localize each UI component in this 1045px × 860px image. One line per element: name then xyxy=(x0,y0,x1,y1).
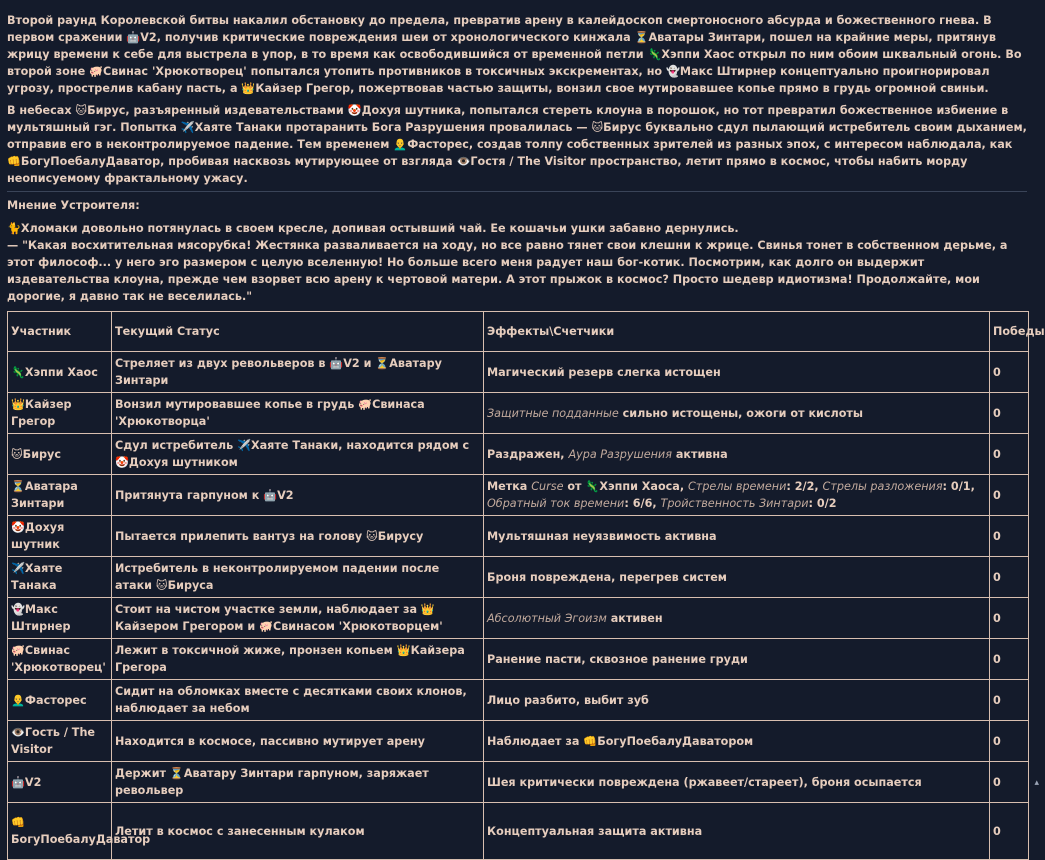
table-row xyxy=(8,516,1029,557)
wins-cell: 0 xyxy=(990,516,1029,557)
status-cell: Стреляет из двух револьверов в 🤖V2 и ⏳Аватару Зинтари xyxy=(112,352,484,393)
effect-text: : 6/6, xyxy=(624,497,661,510)
status-cell: Пытается прилепить вантуз на голову 🐱Бирусу xyxy=(112,516,484,557)
wins-cell: 0 xyxy=(990,762,1029,803)
table-row xyxy=(8,680,1029,721)
effects-cell xyxy=(484,393,990,434)
effect-text: Ранение пасти, сквозное ранение груди xyxy=(487,652,748,666)
effect-text: : 2/2, xyxy=(786,480,823,493)
effect-italic: Обратный ток времени xyxy=(487,497,625,510)
table-row xyxy=(8,803,1029,860)
effects-cell xyxy=(484,639,990,680)
effects-cell xyxy=(484,475,990,516)
effect-text: : 0/2 xyxy=(808,497,837,510)
section-divider xyxy=(7,191,1027,192)
effect-text: сильно истощены, ожоги от кислоты xyxy=(618,406,864,420)
table-row xyxy=(8,352,1029,393)
table-row xyxy=(8,475,1029,516)
status-cell: Находится в космосе, пассивно мутирует арену xyxy=(112,721,484,762)
effect-text: активен xyxy=(606,611,663,625)
effect-text: : 0/1, xyxy=(942,480,975,493)
table-header-row xyxy=(8,312,1029,352)
effects-cell xyxy=(484,803,990,860)
effects-cell xyxy=(484,680,990,721)
opinion-quote: — "Какая восхитительная мясорубка! Жестянка разваливается на ходу, но все равно тянет свои клешни к жрице. Свинья тонет в собственном дерьме, а этот философ... у него эго размером с целую вселенную! Но больше всего меня радует наш бог-котик. Посмотрим, как долго он выдержит издевательства клоуна, прежде чем взорвет всю арену к чертовой матери. А этот прыжок в космос? Просто шедевр идиотизма! Продолжайте, мои дорогие, я давно так не веселилась." xyxy=(7,239,1008,303)
opinion-lead: 🐈Хломаки довольно потянулась в своем кресле, допивая остывший чай. Ее кошачьи ушки забавно дернулись. xyxy=(7,222,739,235)
wins-cell: 0 xyxy=(990,393,1029,434)
status-cell: Притянута гарпуном к 🤖V2 xyxy=(112,475,484,516)
effect-text: Мультяшная неуязвимость активна xyxy=(487,529,717,543)
table-row xyxy=(8,639,1029,680)
participant-cell: 🤖V2 xyxy=(8,762,112,803)
effect-italic: Аура Разрушения xyxy=(568,447,672,461)
effect-italic: Защитные подданные xyxy=(487,406,619,420)
effect-italic: Стрелы разложения xyxy=(822,480,943,493)
table-row xyxy=(8,721,1029,762)
wins-cell: 0 xyxy=(990,721,1029,762)
narrative-paragraph-2: В небесах 🐱Бирус, разъяренный издевательствами 🤡Дохуя шутника, попытался стереть клоуна в порошок, но тот превратил божественное избиение в мультяшный гэг. Попытка ✈️Хаяте Танаки протаранить Бога Разрушения провалилась — 🐱Бирус буквально сдул пылающий истребитель своим дыханием, отправив его в неконтролируемое падение. Тем временем 👨‍🦲Фасторес, создав толпу собственных зрителей из разных эпох, с интересом наблюдала, как 👊БогуПоебалуДаватор, пробивая насквозь мутирующее от взгляда 👁️Гостя / The Visitor пространство, летит прямо в космос, чтобы набить морду неописуемому фрактальному ужасу. xyxy=(7,104,1027,185)
wins-cell: 0 xyxy=(990,557,1029,598)
status-table xyxy=(7,311,1045,860)
effects-cell xyxy=(484,598,990,639)
table-row xyxy=(8,557,1029,598)
resize-grip-icon: ▴ xyxy=(1034,778,1039,788)
participant-cell: 👁️Гость / The Visitor xyxy=(8,721,112,762)
effect-text: Наблюдает за 👊БогуПоебалуДаватором xyxy=(487,734,754,748)
header-effects: Эффекты\Счетчики xyxy=(484,312,990,352)
header-participant: Участник xyxy=(8,312,112,352)
status-cell: Истребитель в неконтролируемом падении после атаки 🐱Бируса xyxy=(112,557,484,598)
wins-cell: 0 xyxy=(990,639,1029,680)
status-cell: Держит ⏳Аватару Зинтари гарпуном, заряжает револьвер xyxy=(112,762,484,803)
effects-cell xyxy=(484,762,990,803)
table-row xyxy=(8,393,1029,434)
effect-italic: Тройственность Зинтари xyxy=(660,497,809,510)
participant-cell: 👨‍🦲Фасторес xyxy=(8,680,112,721)
participant-cell: ⏳Аватара Зинтари xyxy=(8,475,112,516)
scrollbar-handle[interactable] xyxy=(1034,774,1040,792)
participant-cell: 🐱Бирус xyxy=(8,434,112,475)
status-cell: Летит в космос с занесенным кулаком xyxy=(112,803,484,860)
wins-cell: 0 xyxy=(990,598,1029,639)
status-cell: Лежит в токсичной жиже, пронзен копьем 👑Кайзера Грегора xyxy=(112,639,484,680)
wins-cell: 0 xyxy=(990,680,1029,721)
effect-text: Лицо разбито, выбит зуб xyxy=(487,693,649,707)
header-wins: Победы xyxy=(990,312,1029,352)
effects-cell xyxy=(484,516,990,557)
effect-text: активна xyxy=(671,447,728,461)
effects-cell xyxy=(484,352,990,393)
effect-italic: Абсолютный Эгоизм xyxy=(487,611,607,625)
participant-cell: ✈️Хаяте Танака xyxy=(8,557,112,598)
status-cell: Стоит на чистом участке земли, наблюдает за 👑Кайзером Грегором и 🐖Свинасом 'Хрюкотворцем' xyxy=(112,598,484,639)
effect-text: Броня повреждена, перегрев систем xyxy=(487,570,727,584)
wins-cell: 0 xyxy=(990,352,1029,393)
clipped-previous-line xyxy=(7,0,1027,6)
status-cell: Вонзил мутировавшее копье в грудь 🐖Свинаса 'Хрюкотворца' xyxy=(112,393,484,434)
header-status: Текущий Статус xyxy=(112,312,484,352)
effect-text: Раздражен, xyxy=(487,447,569,461)
effect-italic: Стрелы времени xyxy=(688,480,787,493)
participant-cell: 🦎Хэппи Хаос xyxy=(8,352,112,393)
participant-cell: 🐖Свинас 'Хрюкотворец' xyxy=(8,639,112,680)
table-row xyxy=(8,434,1029,475)
wins-cell: 0 xyxy=(990,434,1029,475)
narrative-paragraph-1: Второй раунд Королевской битвы накалил обстановку до предела, превратив арену в калейдоскоп смертоносного абсурда и божественного гнева. В первом сражении 🤖V2, получив критические повреждения шеи от хронологического кинжала ⏳Аватары Зинтари, пошел на крайние меры, притянув жрицу времени к себе для выстрела в упор, в то время как освободившийся от временной петли 🦎Хэппи Хаос открыл по ним обоим шквальный огонь. Во второй зоне 🐖Свинас 'Хрюкотворец' попытался утопить противников в токсичных экскрементах, но 👻Макс Штирнер концептуально проигнорировал угрозу, прострелив кабану пасть, а 👑Кайзер Грегор, пожертвовав частью защиты, вонзил свое мутировавшее копье прямо в грудь огромной свиньи. xyxy=(7,14,1022,95)
wins-cell: 0 xyxy=(990,803,1029,860)
effect-text: Концептуальная защита активна xyxy=(487,824,703,838)
effect-text: от 🦎Хэппи Хаоса, xyxy=(563,480,688,493)
effect-text: Метка xyxy=(487,480,532,493)
opinion-title: Мнение Устроителя: xyxy=(7,199,140,212)
status-cell: Сидит на обломках вместе с десятками своих клонов, наблюдает за небом xyxy=(112,680,484,721)
effect-text: Шея критически повреждена (ржавеет/стареет), броня осыпается xyxy=(487,775,922,789)
status-cell: Сдул истребитель ✈️Хаяте Танаки, находится рядом с 🤡Дохуя шутником xyxy=(112,434,484,475)
participant-cell: 👊БогуПоебалуДаватор xyxy=(8,803,112,860)
effect-italic: Curse xyxy=(531,480,564,493)
participant-cell: 🤡Дохуя шутник xyxy=(8,516,112,557)
table-row xyxy=(8,598,1029,639)
effects-cell xyxy=(484,721,990,762)
effect-text: Магический резерв слегка истощен xyxy=(487,365,721,379)
effects-cell xyxy=(484,557,990,598)
participant-cell: 👑Кайзер Грегор xyxy=(8,393,112,434)
participant-cell: 👻Макс Штирнер xyxy=(8,598,112,639)
wins-cell: 0 xyxy=(990,475,1029,516)
table-row xyxy=(8,762,1029,803)
effects-cell xyxy=(484,434,990,475)
chat-message xyxy=(7,0,1045,860)
